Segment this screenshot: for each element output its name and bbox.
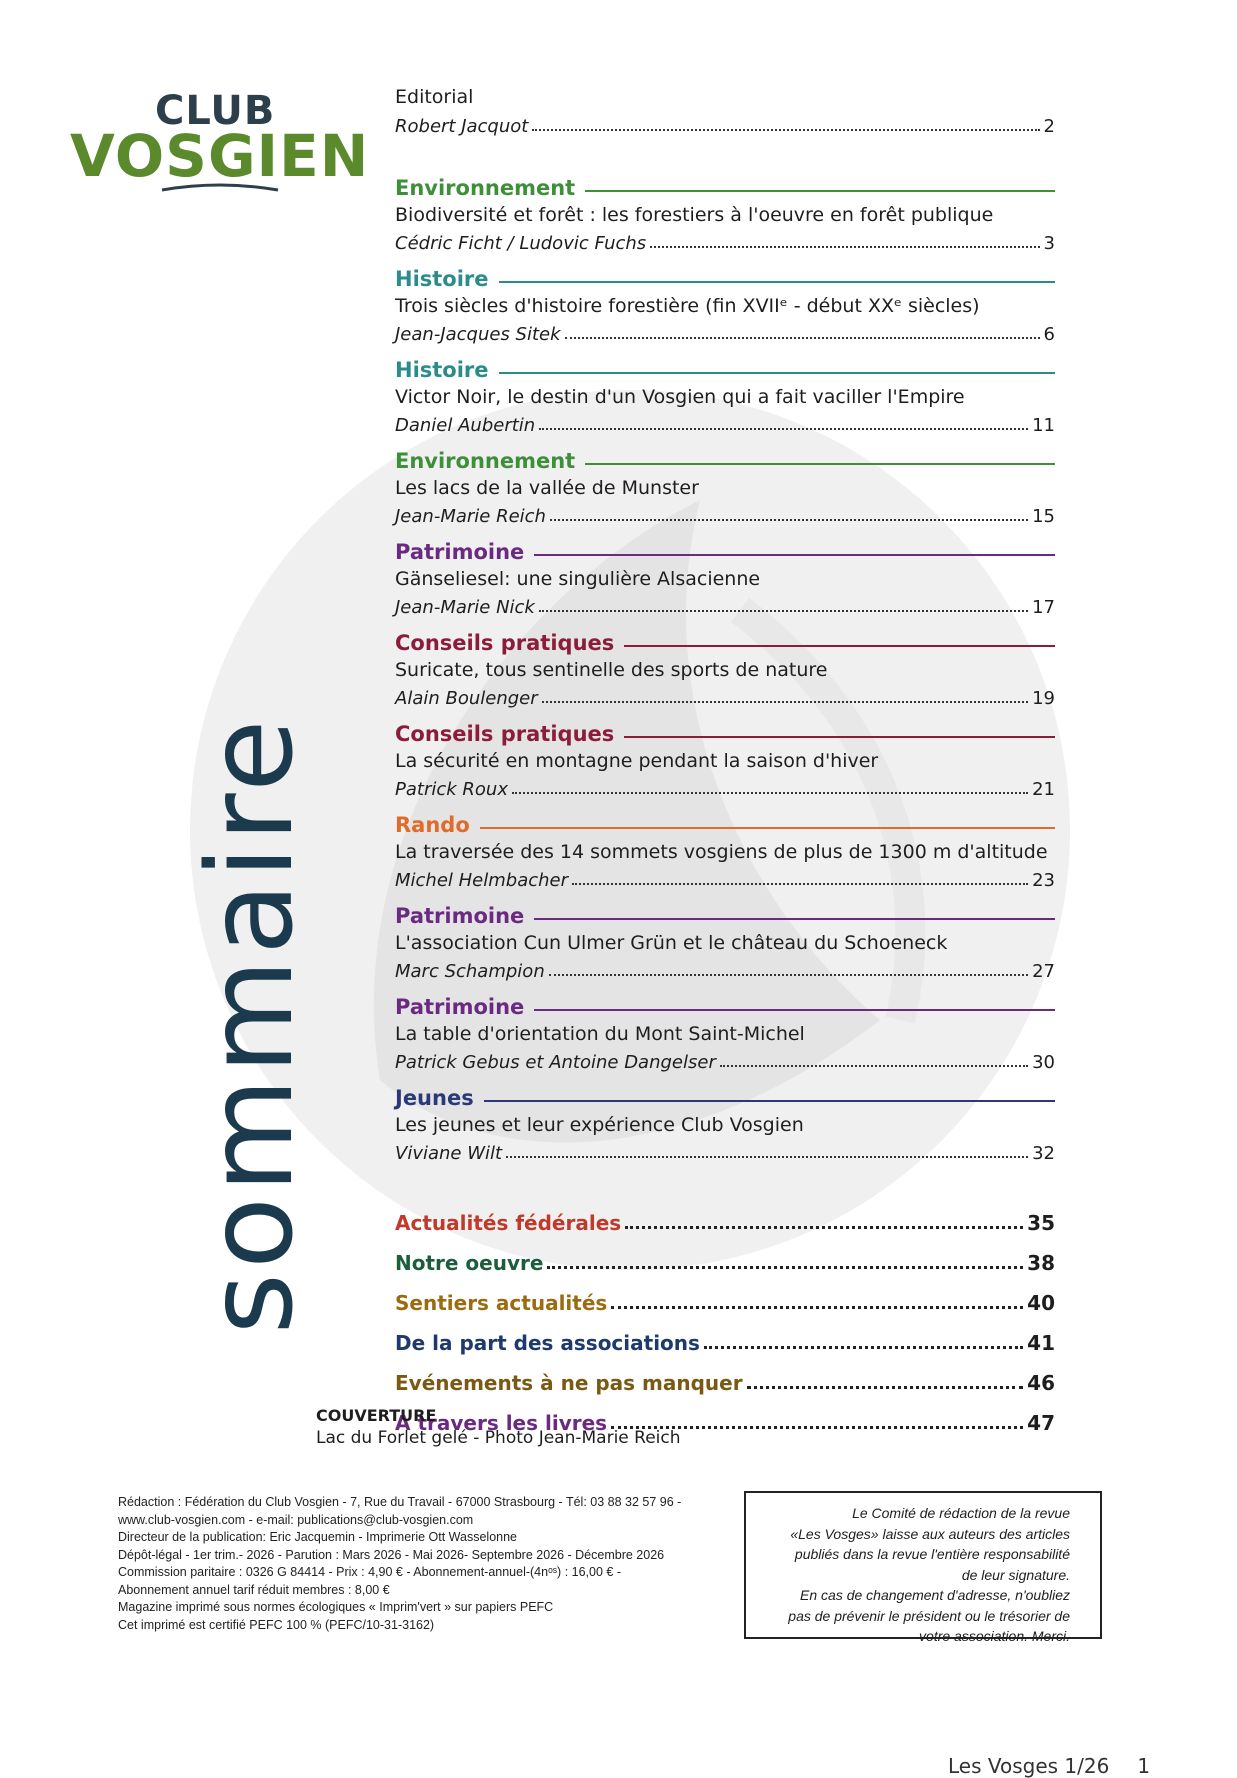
toc-simple-entry[interactable] xyxy=(395,1355,1055,1395)
section-rule xyxy=(624,645,1055,647)
section-rule xyxy=(624,736,1055,738)
section-rule xyxy=(480,827,1055,829)
article-title: Victor Noir, le destin d'un Vosgien qui a fait vaciller l'Empire xyxy=(395,386,965,408)
toc-simple-entry[interactable] xyxy=(395,1275,1055,1315)
logo-vosgien-text: VOSGIEN xyxy=(70,122,370,190)
dot-leader xyxy=(572,883,1028,885)
toc-entry[interactable] xyxy=(395,811,1055,902)
toc-entry[interactable] xyxy=(395,1084,1055,1175)
page-number: 46 xyxy=(1027,1371,1055,1395)
page-number: 38 xyxy=(1027,1251,1055,1275)
toc-entry[interactable] xyxy=(395,720,1055,811)
imprint-line: Dépôt-légal - 1er trim.- 2026 - Parution : Mars 2026 - Mai 2026- Septembre 2026 - Décembre 2026 xyxy=(118,1547,665,1562)
page-number: 3 xyxy=(1043,233,1055,254)
simple-label: A travers les livres xyxy=(395,1411,608,1435)
notice-line: En cas de changement d'adresse, n'oubliez xyxy=(800,1587,1070,1603)
cover-credit xyxy=(316,1406,681,1452)
cover-label: COUVERTURE xyxy=(316,1406,437,1425)
dot-leader xyxy=(542,701,1028,703)
page-number: 27 xyxy=(1032,961,1055,982)
section-rule xyxy=(484,1100,1055,1102)
section-title: Environnement xyxy=(395,176,576,200)
dot-leader xyxy=(532,129,1039,131)
imprint-line: Commission paritaire : 0326 G 84414 - Prix : 4,90 € - Abonnement-annuel-(4nᵒˢ) : 16,00 € - xyxy=(118,1565,621,1579)
notice-line: de leur signature. xyxy=(961,1566,1070,1583)
page-footer xyxy=(948,1754,1150,1778)
dot-leader xyxy=(625,1226,1023,1229)
section-title: Rando xyxy=(395,813,470,837)
author: Michel Helmbacher xyxy=(395,870,569,891)
page-number: 19 xyxy=(1032,688,1055,709)
author: Jean-Jacques Sitek xyxy=(395,324,561,345)
dot-leader xyxy=(650,246,1039,248)
logo-club-text: CLUB xyxy=(155,88,276,134)
dot-leader xyxy=(547,1266,1023,1269)
dot-leader xyxy=(550,519,1028,521)
dot-leader xyxy=(611,1306,1023,1309)
toc-entry[interactable] xyxy=(395,629,1055,720)
toc-entry[interactable] xyxy=(395,902,1055,993)
dot-leader xyxy=(565,337,1040,339)
page-number: 6 xyxy=(1043,324,1055,345)
notice-line: votre association. Merci. xyxy=(919,1628,1070,1644)
page-number: 23 xyxy=(1032,870,1055,891)
article-title: La traversée des 14 sommets vosgiens de plus de 1300 m d'altitude xyxy=(395,841,1048,863)
club-vosgien-logo xyxy=(70,88,390,198)
imprint-line: Rédaction : Fédération du Club Vosgien - 7, Rue du Travail - 67000 Strasbourg - Tél: 03 88 32 57 96 - xyxy=(118,1495,682,1509)
logo-swoosh-icon xyxy=(160,182,280,194)
sommaire-text: sommaire xyxy=(181,715,319,1335)
toc-simple-entry[interactable] xyxy=(395,1195,1055,1235)
author: Alain Boulenger xyxy=(395,688,538,709)
author: Viviane Wilt xyxy=(395,1143,503,1164)
notice-line: Le Comité de rédaction de la revue xyxy=(852,1505,1070,1521)
dot-leader xyxy=(720,1065,1028,1067)
page-number: 11 xyxy=(1032,415,1055,436)
section-title: Jeunes xyxy=(395,1086,474,1110)
section-title: Environnement xyxy=(395,449,576,473)
article-title: La sécurité en montagne pendant la saison d'hiver xyxy=(395,750,879,772)
page-number: 15 xyxy=(1032,506,1055,527)
imprint-line: Abonnement annuel tarif réduit membres : 8,00 € xyxy=(118,1582,390,1597)
dot-leader xyxy=(549,974,1028,976)
section-title: Conseils pratiques xyxy=(395,722,615,746)
article-title: Les jeunes et leur expérience Club Vosgien xyxy=(395,1114,804,1136)
page-number: 30 xyxy=(1032,1052,1055,1073)
dot-leader xyxy=(539,610,1028,612)
article-title: L'association Cun Ulmer Grün et le château du Schoeneck xyxy=(395,932,948,954)
imprint-line: Magazine imprimé sous normes écologiques « Imprim'vert » sur papiers PEFC xyxy=(118,1600,554,1614)
section-title: Conseils pratiques xyxy=(395,631,615,655)
author: Robert Jacquot xyxy=(395,116,529,137)
author: Daniel Aubertin xyxy=(395,415,536,436)
table-of-contents xyxy=(395,83,1055,1435)
page-number: 2 xyxy=(1043,116,1055,137)
imprint-line: Cet imprimé est certifié PEFC 100 % (PEFC/10-31-3162) xyxy=(118,1617,435,1632)
page-number: 40 xyxy=(1027,1291,1055,1315)
section-title: Patrimoine xyxy=(395,995,525,1019)
article-title: Les lacs de la vallée de Munster xyxy=(395,477,699,499)
section-title: Histoire xyxy=(395,267,489,291)
toc-simple-entry[interactable] xyxy=(395,1235,1055,1275)
toc-entry-editorial[interactable] xyxy=(395,83,1055,174)
notice-line: «Les Vosges» laisse aux auteurs des articles xyxy=(790,1525,1070,1542)
simple-label: Evénements à ne pas manquer xyxy=(395,1371,743,1395)
section-rule xyxy=(585,463,1055,465)
editorial-notice-box xyxy=(744,1491,1102,1644)
page-number: 35 xyxy=(1027,1211,1055,1235)
dot-leader xyxy=(539,428,1028,430)
simple-label: Notre oeuvre xyxy=(395,1251,544,1275)
simple-label: De la part des associations xyxy=(395,1331,700,1355)
section-rule xyxy=(534,554,1055,556)
author: Jean-Marie Reich xyxy=(395,506,546,527)
imprint-block xyxy=(118,1494,698,1634)
simple-label: Sentiers actualités xyxy=(395,1291,608,1315)
author: Jean-Marie Nick xyxy=(395,597,535,618)
dot-leader xyxy=(747,1386,1024,1389)
section-title: Patrimoine xyxy=(395,904,525,928)
article-title: Trois siècles d'histoire forestière (fin XVIIᵉ - début XXᵉ siècles) xyxy=(395,295,980,317)
folio-number: 1 xyxy=(1137,1754,1151,1778)
toc-entry[interactable] xyxy=(395,265,1055,356)
section-rule xyxy=(534,918,1055,920)
section-title: Editorial xyxy=(395,86,474,108)
toc-entry[interactable] xyxy=(395,356,1055,447)
cover-text: Lac du Forlet gelé - Photo Jean-Marie Reich xyxy=(316,1428,681,1448)
toc-entry[interactable] xyxy=(395,447,1055,538)
author: Marc Schampion xyxy=(395,961,545,982)
toc-simple-entry[interactable] xyxy=(395,1315,1055,1355)
notice-line: pas de prévenir le président ou le trésorier de xyxy=(788,1607,1070,1624)
simple-label: Actualités fédérales xyxy=(395,1211,622,1235)
dot-leader xyxy=(506,1156,1028,1158)
dot-leader xyxy=(512,792,1028,794)
page-number: 47 xyxy=(1027,1411,1055,1435)
toc-entry[interactable] xyxy=(395,993,1055,1084)
issue-label: Les Vosges 1/26 xyxy=(948,1754,1110,1778)
toc-entry[interactable] xyxy=(395,174,1055,265)
article-title: Suricate, tous sentinelle des sports de nature xyxy=(395,659,828,681)
toc-entry[interactable] xyxy=(395,538,1055,629)
section-rule xyxy=(499,372,1055,374)
page-number: 41 xyxy=(1027,1331,1055,1355)
imprint-line: www.club-vosgien.com - e-mail: publications@club-vosgien.com xyxy=(118,1512,474,1527)
article-title: Gänseliesel: une singulière Alsacienne xyxy=(395,568,761,590)
notice-line: publiés dans la revue l'entière responsabilité xyxy=(794,1546,1070,1562)
section-rule xyxy=(534,1009,1055,1011)
author: Patrick Gebus et Antoine Dangelser xyxy=(395,1052,716,1073)
author: Cédric Ficht / Ludovic Fuchs xyxy=(395,233,647,254)
imprint-line: Directeur de la publication: Eric Jacquemin - Imprimerie Ott Wasselonne xyxy=(118,1530,517,1544)
dot-leader xyxy=(704,1346,1023,1349)
article-title: La table d'orientation du Mont Saint-Michel xyxy=(395,1023,805,1045)
section-rule xyxy=(585,190,1055,192)
page-number: 32 xyxy=(1032,1143,1055,1164)
article-title: Biodiversité et forêt : les forestiers à l'oeuvre en forêt publique xyxy=(395,204,994,226)
section-rule xyxy=(499,281,1055,283)
section-title: Patrimoine xyxy=(395,540,525,564)
author: Patrick Roux xyxy=(395,779,508,800)
page-number: 21 xyxy=(1032,779,1055,800)
section-title: Histoire xyxy=(395,358,489,382)
page-number: 17 xyxy=(1032,597,1055,618)
